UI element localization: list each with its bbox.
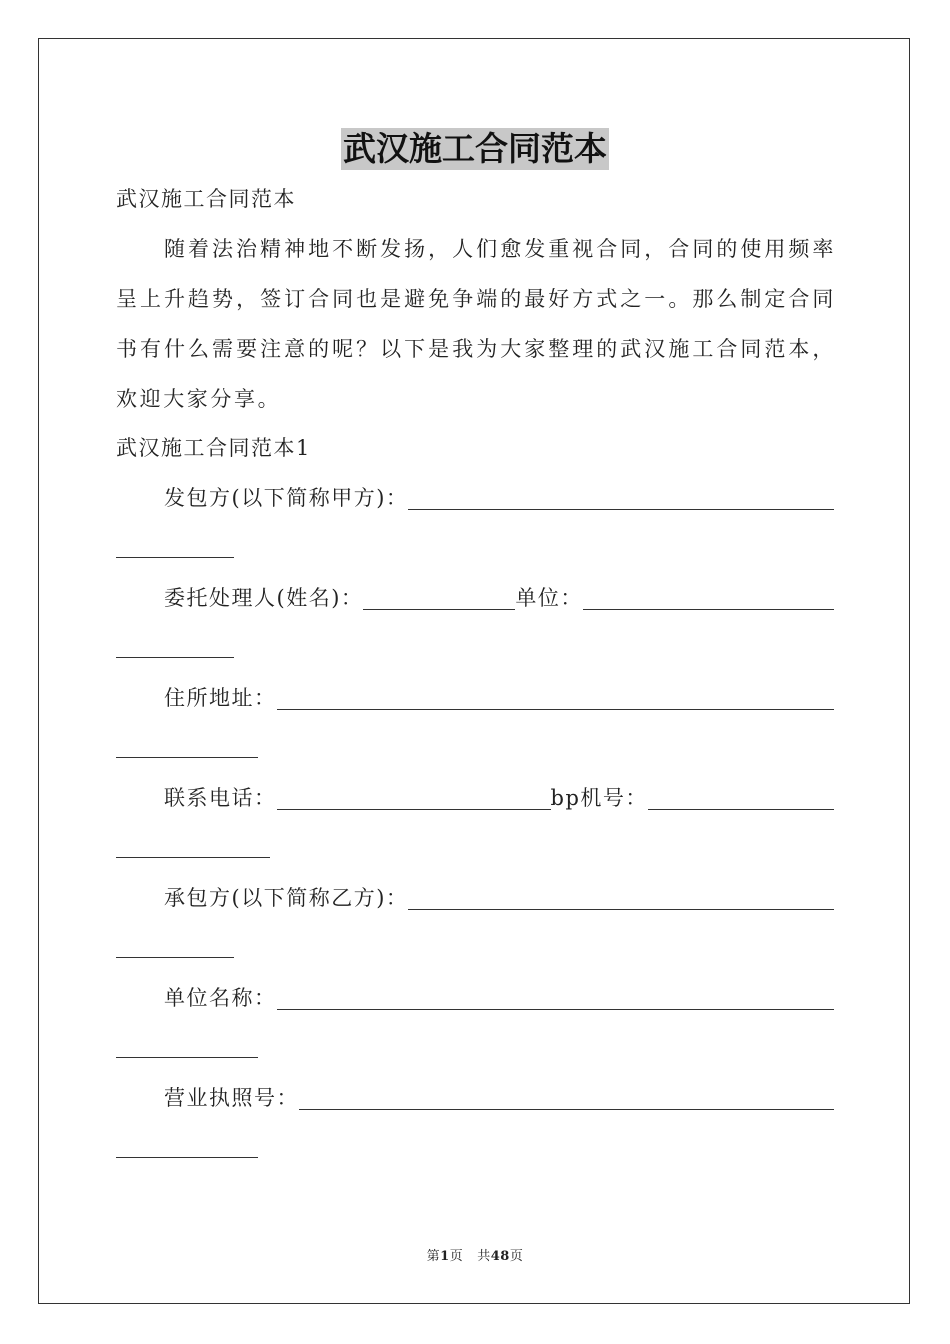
address-blank-continued[interactable] [116, 757, 258, 758]
field-row-address [164, 683, 834, 713]
intro-paragraph [116, 224, 836, 424]
agent-label: 委托处理人(姓名)： [164, 586, 364, 610]
field-row-unit-name [164, 983, 834, 1013]
phone-label: 联系电话： [164, 786, 277, 810]
unit-name-blank-continued[interactable] [116, 1057, 258, 1058]
party-b-blank[interactable] [408, 886, 834, 910]
pager-label: bp机号： [550, 786, 648, 810]
unit-name-blank[interactable] [277, 986, 835, 1010]
document-title: 武汉施工合同范本 [343, 129, 607, 168]
section-heading: 武汉施工合同范本1 [116, 436, 311, 460]
page-footer [0, 1248, 950, 1266]
unit-blank-continued[interactable] [116, 657, 234, 658]
unit-name-label: 单位名称： [164, 986, 277, 1010]
unit-blank[interactable] [583, 586, 834, 610]
page-suffix: 页 [449, 1249, 464, 1264]
address-blank[interactable] [277, 686, 835, 710]
party-a-blank-continued[interactable] [116, 557, 234, 558]
field-row-party-a [164, 483, 834, 513]
page-prefix: 第 [426, 1249, 441, 1264]
total-suffix: 页 [509, 1249, 524, 1264]
license-label: 营业执照号： [164, 1086, 299, 1110]
license-blank[interactable] [299, 1086, 834, 1110]
page-number: 1 [440, 1249, 450, 1264]
field-row-agent [164, 583, 834, 613]
pager-blank-continued[interactable] [116, 857, 270, 858]
party-a-blank[interactable] [408, 486, 834, 510]
party-a-label: 发包方(以下简称甲方)： [164, 486, 409, 510]
unit-label: 单位： [515, 586, 583, 610]
document-subtitle: 武汉施工合同范本 [116, 187, 296, 211]
pager-blank[interactable] [648, 786, 834, 810]
total-pages: 48 [490, 1249, 510, 1264]
license-blank-continued[interactable] [116, 1157, 258, 1158]
total-prefix: 共 [477, 1249, 491, 1264]
phone-blank[interactable] [277, 786, 551, 810]
intro-text: 随着法治精神地不断发扬，人们愈发重视合同，合同的使用频率呈上升趋势，签订合同也是避免争端的最好方式之一。那么制定合同书有什么需要注意的呢？以下是我为大家整理的武汉施工合同范本，欢迎大家分享。 [116, 237, 836, 411]
field-row-party-b [164, 883, 834, 913]
title-wrap [0, 128, 950, 170]
address-label: 住所地址： [164, 686, 277, 710]
party-b-label: 承包方(以下简称乙方)： [164, 886, 409, 910]
field-row-phone [164, 783, 834, 813]
agent-blank[interactable] [363, 586, 515, 610]
party-b-blank-continued[interactable] [116, 957, 234, 958]
field-row-license [164, 1083, 834, 1113]
